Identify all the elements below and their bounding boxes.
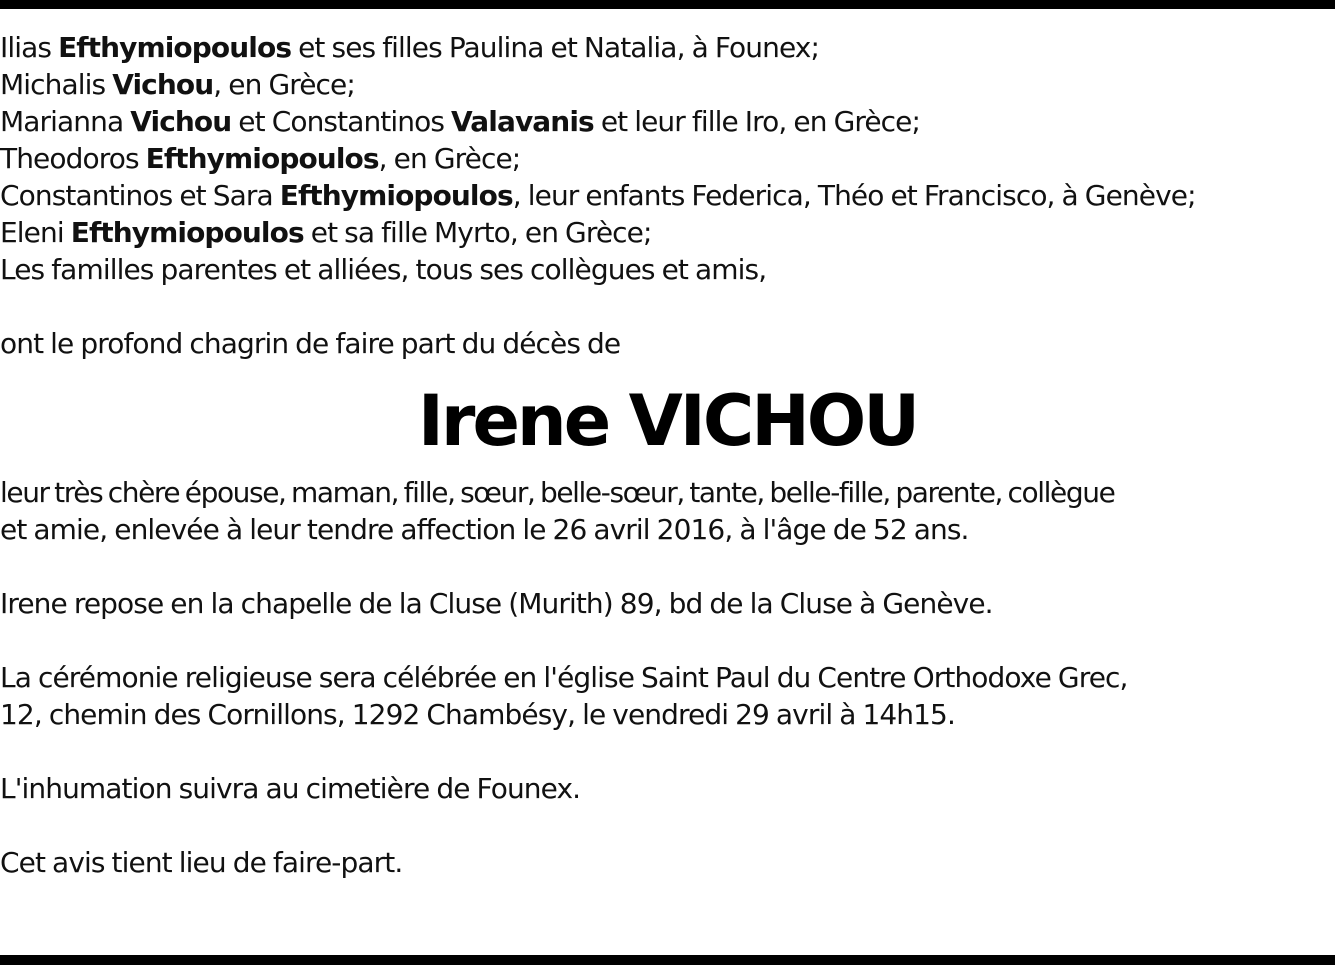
family-text: Constantinos et Sara [0, 179, 280, 212]
obituary-notice [0, 29, 1335, 881]
announcement-text: ont le profond chagrin de faire part du décès de [0, 327, 621, 360]
family-members-list [0, 29, 1335, 288]
spacer [0, 807, 1335, 844]
family-text: et ses filles Paulina et Natalia, à Founex; [291, 31, 819, 64]
family-surname: Vichou [130, 105, 232, 138]
family-text: Ilias [0, 31, 59, 64]
description-line-2: et amie, enlevée à leur tendre affection le 26 avril 2016, à l'âge de 52 ans. [0, 513, 969, 546]
top-border-rule [0, 0, 1335, 9]
family-text: Les familles parentes et alliées, tous ses collègues et amis, [0, 253, 767, 286]
family-line [0, 251, 1335, 288]
family-surname: Efthymiopoulos [279, 179, 513, 212]
deceased-name: Irene VICHOU [417, 380, 918, 462]
closing-text: Cet avis tient lieu de faire-part. [0, 846, 403, 879]
burial-text: L'inhumation suivra au cimetière de Founex. [0, 772, 581, 805]
family-surname: Efthymiopoulos [70, 216, 304, 249]
spacer [0, 733, 1335, 770]
family-surname: Valavanis [451, 105, 594, 138]
spacer [0, 288, 1335, 325]
family-text: , leur enfants Federica, Théo et Francisco, à Genève; [512, 179, 1196, 212]
family-surname: Vichou [112, 68, 214, 101]
repose-text: Irene repose en la chapelle de la Cluse (Murith) 89, bd de la Cluse à Genève. [0, 587, 993, 620]
family-text: , en Grèce; [378, 142, 521, 175]
spacer [0, 548, 1335, 585]
family-text: Michalis [0, 68, 113, 101]
family-line [0, 140, 1335, 177]
family-text: , en Grèce; [213, 68, 355, 101]
family-line [0, 29, 1335, 66]
deceased-name-block [0, 362, 1335, 474]
spacer [0, 622, 1335, 659]
family-surname: Efthymiopoulos [58, 31, 292, 64]
description-line-1: leur très chère épouse, maman, fille, sœur, belle-sœur, tante, belle-fille, parente, collègue [0, 476, 1115, 509]
family-text: et leur fille Iro, en Grèce; [593, 105, 921, 138]
family-line [0, 66, 1335, 103]
ceremony-line-2: 12, chemin des Cornillons, 1292 Chambésy, le vendredi 29 avril à 14h15. [0, 698, 955, 731]
family-line [0, 177, 1335, 214]
family-surname: Efthymiopoulos [145, 142, 379, 175]
ceremony-line-1: La cérémonie religieuse sera célébrée en l'église Saint Paul du Centre Orthodoxe Grec, [0, 661, 1128, 694]
family-text: Theodoros [0, 142, 146, 175]
family-text: et sa fille Myrto, en Grèce; [303, 216, 652, 249]
family-text: Marianna [0, 105, 131, 138]
family-line [0, 103, 1335, 140]
family-text: et Constantinos [231, 105, 452, 138]
family-line [0, 214, 1335, 251]
family-text: Eleni [0, 216, 71, 249]
bottom-border-rule [0, 955, 1335, 965]
